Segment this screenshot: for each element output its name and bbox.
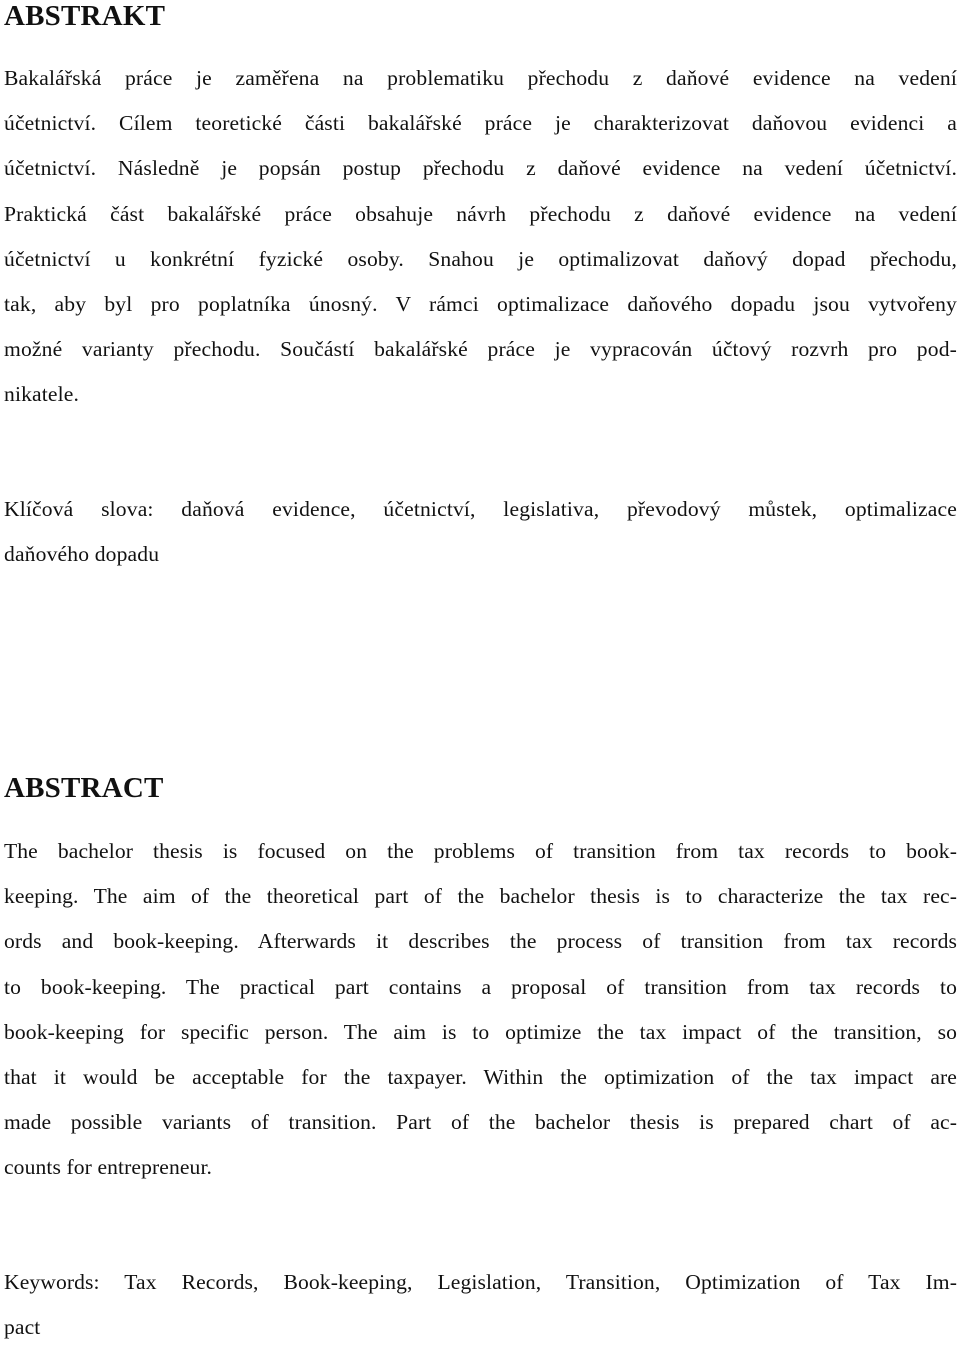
english-abstract-line: ords and book-keeping. Afterwards it describes the process of transition from tax records	[4, 929, 957, 954]
czech-abstract-line: nikatele.	[4, 382, 80, 407]
czech-keywords-line: Klíčová slova: daňová evidence, účetnictví, legislativa, převodový můstek, optimalizace	[4, 497, 957, 521]
czech-abstract-line: možné varianty přechodu. Součástí bakalářské práce je vypracován účtový rozvrh pro pod-	[4, 337, 957, 362]
czech-abstract-line: Praktická část bakalářské práce obsahuje návrh přechodu z daňové evidence na vedení	[4, 201, 957, 226]
czech-abstract-heading: ABSTRAKT	[4, 0, 166, 32]
english-abstract-line: keeping. The aim of the theoretical part of the bachelor thesis is to characterize the tax rec-	[4, 884, 957, 909]
english-abstract-line: that it would be acceptable for the taxpayer. Within the optimization of the tax impact are	[4, 1065, 957, 1090]
english-abstract-line: to book-keeping. The practical part contains a proposal of transition from tax records to	[4, 974, 957, 999]
czech-abstract-line: Bakalářská práce je zaměřena na problematiku přechodu z daňové evidence na vedení	[4, 66, 957, 90]
english-abstract-line: The bachelor thesis is focused on the problems of transition from tax records to book-	[4, 839, 957, 863]
english-abstract-heading: ABSTRACT	[4, 772, 164, 804]
czech-abstract-line: účetnictví. Cílem teoretické části bakalářské práce je charakterizovat daňovou evidenci a	[4, 111, 957, 136]
english-abstract-line: made possible variants of transition. Part of the bachelor thesis is prepared chart of ac-	[4, 1110, 957, 1135]
czech-abstract-line: tak, aby byl pro poplatníka únosný. V rámci optimalizace daňového dopadu jsou vytvořeny	[4, 292, 957, 317]
czech-keywords	[4, 487, 957, 577]
english-abstract-line: book-keeping for specific person. The aim is to optimize the tax impact of the transition, so	[4, 1019, 957, 1044]
english-keywords	[4, 1260, 957, 1350]
czech-abstract-line: účetnictví. Následně je popsán postup přechodu z daňové evidence na vedení účetnictví.	[4, 156, 957, 181]
english-keywords-line: pact	[4, 1315, 41, 1340]
english-abstract-line: counts for entrepreneur.	[4, 1155, 213, 1180]
english-keywords-line: Keywords: Tax Records, Book-keeping, Legislation, Transition, Optimization of Tax Im-	[4, 1270, 957, 1294]
czech-abstract-text	[4, 56, 957, 418]
czech-abstract-line: účetnictví u konkrétní fyzické osoby. Snahou je optimalizovat daňový dopad přechodu,	[4, 246, 957, 271]
english-abstract-text	[4, 829, 957, 1191]
czech-keywords-line: daňového dopadu	[4, 542, 160, 567]
